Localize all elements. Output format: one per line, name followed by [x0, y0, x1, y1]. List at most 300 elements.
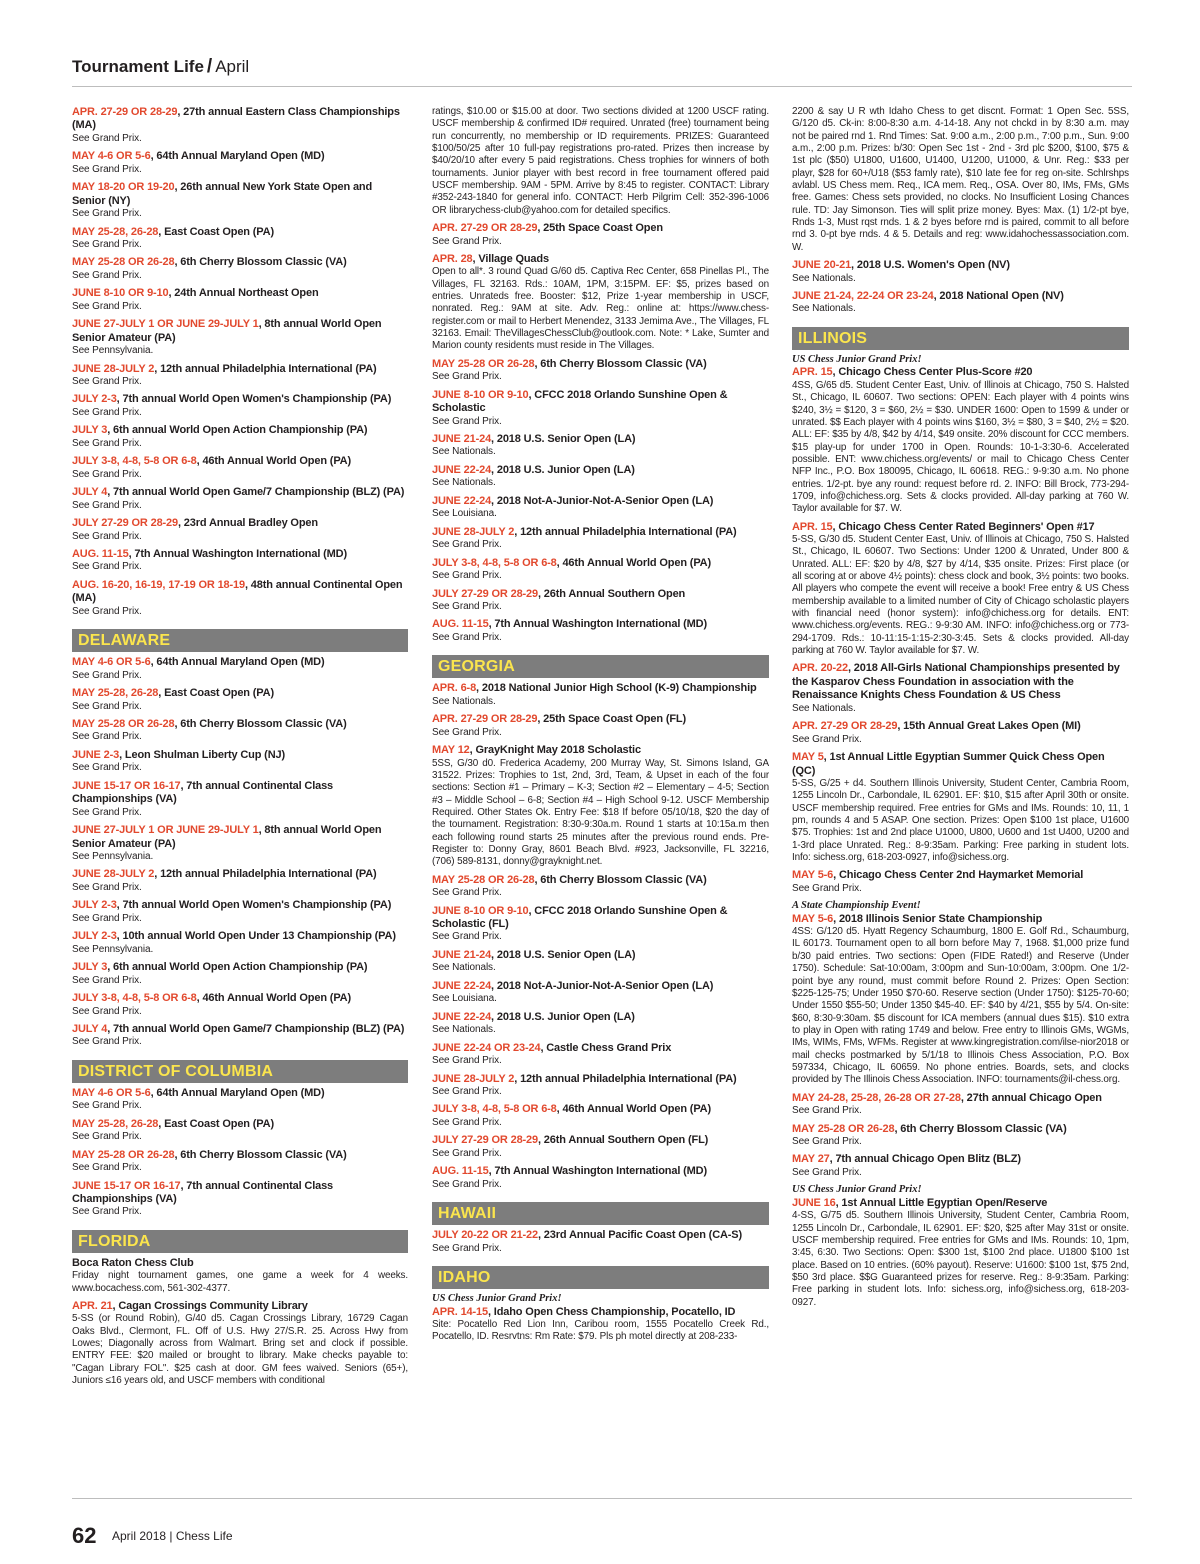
tournament-entry: [72, 899, 408, 925]
entry-name: , East Coast Open (PA): [158, 1117, 274, 1130]
entry-date: APR. 27-29 OR 28-29: [792, 720, 898, 733]
entry-title: [792, 290, 1129, 303]
entry-date: JUNE 21-24: [432, 948, 492, 961]
tournament-entry: [432, 253, 769, 353]
tournament-entry: [72, 1087, 408, 1113]
tournament-entry: [72, 780, 408, 819]
entry-name: , 23rd Annual Pacific Coast Open (CA-S): [538, 1229, 742, 1242]
entry-details: Site: Pocatello Red Lion Inn, Caribou room, 1555 Pocatello Creek Rd., Pocatello, ID. Resrvtns: Rm Rate: $79. Pls ph motel directly at 208-233-: [432, 1318, 769, 1343]
entry-name: , 15th Annual Great Lakes Open (MI): [897, 720, 1081, 733]
entry-name: , 64th Annual Maryland Open (MD): [150, 150, 325, 163]
entry-details: 5-SS, G/30 d5. Student Center East, Univ. of Illinois at Chicago, 750 S. Halsted St., Chicago, IL 60607. Two Sections: Under 1200 & Unrated, Under 800 & Unrated. ALL: EF: $20 by 4/8, $27 by 4/14, $35 onsite. Prizes: First place (or all scoring at or above 4½ points): chess clock and book, 3½ points: two books. All players who compete the event will receive a book! Free entry & US Chess membership available to a limited number of City of Chicago scholastic players with financial need (honor system): info@chichess.org for details. ENT: www.chichess.org/events. REG.: 9-9:30 AM. INFO: info@chichess.org or 773-294-1709. Rds.: 10-11:15-1:15-2:30-3:45. Sets & clocks provided. All-day parking at 760 W. Taylor available for $7. W.: [792, 534, 1129, 657]
entry-title: [72, 579, 408, 606]
entry-title: [432, 1229, 769, 1242]
state-heading: DELAWARE: [72, 629, 408, 652]
entry-title: [72, 749, 408, 762]
issue-label: April 2018 | Chess Life: [112, 1529, 233, 1543]
entry-reference: See Nationals.: [432, 446, 496, 458]
entry-title: [72, 1023, 408, 1036]
tournament-entry: [432, 618, 769, 644]
entry-title: [72, 1118, 408, 1131]
entry-date: JUNE 8-10 OR 9-10: [72, 287, 169, 300]
state-heading: HAWAII: [432, 1202, 769, 1225]
tournament-entry: [72, 548, 408, 574]
entry-name: , 46th Annual World Open (PA): [556, 1103, 711, 1116]
entry-date: MAY 5-6: [792, 869, 834, 882]
entry-title: [432, 433, 769, 446]
entry-date: MAY 25-28 OR 26-28: [72, 256, 175, 269]
entry-date: APR. 28: [432, 253, 473, 265]
column-3: [792, 106, 1129, 1314]
entry-reference: See Nationals.: [432, 1024, 496, 1036]
tournament-entry: [432, 905, 769, 944]
entry-date: JUNE 28-JULY 2: [432, 525, 515, 538]
tournament-entry: [432, 1165, 769, 1191]
entry-reference: See Grand Prix.: [72, 605, 142, 617]
entry-date: JULY 4: [72, 486, 108, 499]
entry-title: [72, 930, 408, 943]
tournament-entry: [432, 949, 769, 975]
entry-reference: See Nationals.: [792, 702, 856, 714]
entry-reference: See Grand Prix.: [72, 499, 142, 511]
entry-title: [792, 913, 1129, 926]
entry-title: [432, 526, 769, 539]
entry-name: , 2018 Not-A-Junior-Not-A-Senior Open (LA): [491, 979, 714, 992]
entry-name: , 7th annual World Open Women's Championship (PA): [116, 899, 392, 912]
entry-reference: See Grand Prix.: [72, 974, 142, 986]
tournament-entry: [72, 226, 408, 252]
entry-title: [792, 751, 1129, 778]
entry-title: [72, 106, 408, 133]
entry-title: [72, 150, 408, 163]
entry-reference: See Grand Prix.: [792, 1135, 862, 1147]
entry-title: [72, 1149, 408, 1162]
entry-title: [72, 961, 408, 974]
entry-date: MAY 25-28 OR 26-28: [792, 1122, 895, 1135]
entry-date: JUNE 22-24: [432, 1010, 492, 1023]
entry-date: MAY 5-6: [792, 912, 834, 925]
entry-date: JUNE 27-JULY 1 OR JUNE 29-JULY 1: [72, 318, 259, 331]
entry-name: , 6th Cherry Blossom Classic (VA): [174, 1148, 347, 1161]
entry-reference: See Grand Prix.: [792, 882, 862, 894]
entry-reference: See Grand Prix.: [72, 238, 142, 250]
tournament-entry: [72, 150, 408, 176]
entry-date: APR. 15: [792, 366, 833, 379]
tournament-entry: [72, 424, 408, 450]
entry-date: JUNE 20-21: [792, 259, 852, 272]
entry-name: , 24th Annual Northeast Open: [168, 287, 319, 300]
entry-title: [72, 718, 408, 731]
tournament-entry: [432, 358, 769, 384]
entry-details: 5SS, G/30 d0. Frederica Academy, 200 Murray Way, St. Simons Island, GA 31522. Prizes: Trophies to 1st, 2nd, 3rd, Team, & Upset in each of the four sections: Section #1 – Primary – K-3; Section #2 – Elementary – 4-5; Section #3 – Middle School – 6-8; Section #4 – High School 9-12. USCF Membership Required. Other States Ok. Entry Fee: $18 If before 05/10/18, $20 the day of the tournament. Registration: 8:30-9:30a.m. Round 1 starts at 10:15a.m then each following round starts 25 minutes after the previous round ends. Pre-Register to: Donny Gray, 8601 Beach Blvd. #923, Jacksonville, FL 32216, (706) 589-8131, donny@grayknight.net.: [432, 757, 769, 868]
column-2: [432, 106, 769, 1349]
entry-title: [72, 548, 408, 561]
entry-reference: See Grand Prix.: [72, 530, 142, 542]
entry-date: APR. 14-15: [432, 1305, 488, 1318]
state-heading: FLORIDA: [72, 1230, 408, 1253]
entry-title: [72, 256, 408, 269]
entry-name: , 6th annual World Open Action Championship (PA): [107, 961, 368, 974]
entry-date: AUG. 16-20, 16-19, 17-19 OR 18-19: [72, 578, 245, 591]
entry-title: [432, 744, 769, 757]
tournament-entry: [72, 1118, 408, 1144]
entry-name: , 48th annual Continental Open (MA): [72, 578, 403, 605]
entry-reference: See Grand Prix.: [432, 931, 502, 943]
entry-date: JUNE 28-JULY 2: [432, 1072, 515, 1085]
entry-name: , 7th Annual Washington International (MD): [488, 1165, 707, 1178]
entry-details: 5-SS (or Round Robin), G/40 d5. Cagan Crossings Library, 16729 Cagan Oaks Blvd., Clermont, FL. Off of U.S. Hwy 27/S.R. 25. Across Hwy from Lowes; Diagonally across from Walmart. Bring set and clock if possible. ENTRY FEE: $20 mailed or brought to library. Make checks payable to: "Cagan Library FOL". $25 cash at door. GM fees waived. Seniors (65+), Juniors ≤16 years old, and USCF members with conditional: [72, 1313, 408, 1387]
entry-details: 4SS, G/65 d5. Student Center East, Univ. of Illinois at Chicago, 750 S. Halsted St., Chicago, IL 60607. Two sections: OPEN: Each player with 4 points wins $240, 3½ = $120, 3 = $60, 2½ = $30. UNDER 1600: Open to 1599 & under or unrated. $$ Each player with 4 points wins $160, 3½ = $80, 3 = $40, 2½ = $20. ALL: EF: $35 by 4/8, $42 by 4/14, $49 onsite. 20% discount for CCC members. $15 play-up for under 1700 in Open. Rounds: 10-1-3:30-6. Accelerated possible. ENT: www.chichess.org/events/ or mail to Chicago Chess Center NFP Inc., P.O. Box 180095, Chicago, IL 60618. REG.: 9-9:30 a.m. No phone entries. 1/2-pt. bye any round: request before rd. 2. INFO: Bill Brock, 773-294-1709, info@chichess.org. Sets & clocks provided. All-day parking at 760 W. Taylor available for $7. W.: [792, 379, 1129, 515]
entry-name: , 12th annual Philadelphia International (PA): [154, 868, 377, 881]
tournament-entry: [792, 521, 1129, 658]
entry-title: [432, 464, 769, 477]
entry-reference: See Grand Prix.: [432, 235, 502, 247]
entry-date: JULY 4: [72, 1023, 108, 1035]
entry-title: [72, 287, 408, 300]
tournament-entry: [432, 682, 769, 708]
tournament-entry: [72, 517, 408, 543]
tournament-entry: [72, 486, 408, 512]
entry-reference: See Grand Prix.: [72, 561, 142, 573]
entry-details: ratings, $10.00 or $15.00 at door. Two sections divided at 1200 USCF rating. USCF membership & confirmed ID# required. Unrated (free) tournament being run concurrently, no membership or ID requirements. PRIZES: Guaranteed $100/50/25 after 10 full-pay registrations pro-rated. Prizes then increase by $40/20/10 after every 5 paid registrations. Chess trophies for winners of both tournaments. Junior player with best record in free tournament offered paid USCF membership. 9AM - 5PM. Arrive by 8:45 to register. CONTACT: Library #352-243-1840 for general info. CONTACT: Herb Pilgrim Cell: 352-396-1006 OR librarychess-club@yahoo.com for detailed specifics.: [432, 106, 769, 216]
grand-prix-note: US Chess Junior Grand Prix!: [792, 353, 922, 365]
entry-details: Friday night tournament games, one game a week for 4 weeks. www.bocachess.com, 561-302-4377.: [72, 1270, 408, 1294]
entry-date: JUNE 2-3: [72, 748, 120, 761]
tournament-entry: [432, 874, 769, 900]
entry-reference: See Grand Prix.: [432, 1178, 502, 1190]
entry-name: , 6th Cherry Blossom Classic (VA): [894, 1122, 1067, 1135]
entry-name: , 7th annual Continental Class Championships (VA): [72, 1179, 334, 1206]
entry-reference: See Grand Prix.: [72, 1100, 142, 1112]
entry-name: , 26th Annual Southern Open: [538, 587, 686, 600]
entry-date: MAY 25-28, 26-28: [72, 225, 159, 238]
entry-details: 4SS: G/120 d5. Hyatt Regency Schaumburg, 1800 E. Golf Rd., Schaumburg, IL 60173. Tournament open to all born before May 7, 1968. $1,000 prize fund b/30 paid entries. Two sections: Open (FIDE Rated!) and Reserve (Under 1750). Schedule: Sat-10:00am, 3:00pm and Sun-10:00am, 3:00pm. One 1/2-point bye any round, must commit before Round 2. Prizes: Open Section: $225-125-75; Under 1950 $70-60. Reserve section (Under 1750): $125-70-60; Under 1550 $55-50; Under 1350 $45-40. EF: $40 by 4/21, $55 by 5/4. On-site: $60, 8:30-9:30am. $5 discount for ICA members (annual dues $15). $10 extra to play in Open with rating 1749 and below. Free entry to Illinois GMs, WGMs, IMs, WIMs, FMs, WFMs. Register at www.kingregistration.com/ilse-nior2018 or mail checks postmarked by 5/1/18 to Illinois Chess Association, P.O. Box 597334, Chicago, IL 60659. No phone entries. Boards, sets, and clocks provided by The Illinois Chess Association. INFO: tournaments@il-chess.org.: [792, 926, 1129, 1086]
section-title: Tournament Life: [72, 57, 204, 76]
entry-date: JULY 3-8, 4-8, 5-8 OR 6-8: [432, 1103, 557, 1116]
page-footer: [72, 1498, 1132, 1548]
entry-date: JULY 3: [72, 961, 108, 974]
entry-name: , 7th annual World Open Game/7 Championship (BLZ) (PA): [107, 1023, 405, 1035]
grand-prix-note: US Chess Junior Grand Prix!: [432, 1293, 562, 1305]
entry-reference: See Grand Prix.: [72, 468, 142, 480]
tournament-entry: [432, 495, 769, 521]
entry-title: [432, 358, 769, 371]
tournament-entry: [72, 318, 408, 357]
entry-date: APR. 27-29 OR 28-29: [432, 713, 538, 726]
entry-reference: See Grand Prix.: [72, 375, 142, 387]
entry-date: APR. 6-8: [432, 682, 477, 695]
entry-reference: See Grand Prix.: [72, 700, 142, 712]
entry-reference: See Nationals.: [432, 695, 496, 707]
entry-reference: See Grand Prix.: [432, 600, 502, 612]
entry-title: [432, 874, 769, 887]
entry-reference: See Grand Prix.: [72, 406, 142, 418]
tournament-entry: [72, 287, 408, 313]
entry-name: , Castle Chess Grand Prix: [540, 1041, 672, 1054]
entry-reference: See Grand Prix.: [72, 1206, 142, 1218]
entry-name: , Village Quads: [472, 253, 549, 265]
entry-date: JUNE 22-24 OR 23-24: [432, 1041, 541, 1054]
entry-reference: See Grand Prix.: [72, 300, 142, 312]
entry-name: , 8th annual World Open Senior Amateur (PA): [72, 824, 382, 850]
entry-name: , East Coast Open (PA): [158, 687, 274, 700]
entry-date: AUG. 11-15: [72, 548, 129, 560]
entry-reference: See Grand Prix.: [792, 733, 862, 745]
entry-name: , Chicago Chess Center Rated Beginners' Open #17: [832, 520, 1095, 533]
tournament-entry: [792, 1197, 1129, 1309]
entry-name: , 25th Space Coast Open (FL): [537, 713, 686, 726]
entry-title: [72, 868, 408, 881]
entry-date: MAY 18-20 OR 19-20: [72, 181, 175, 194]
tournament-entry: [432, 1011, 769, 1037]
tournament-entry: [432, 713, 769, 739]
tournament-entry: [72, 1300, 408, 1387]
entry-date: JUNE 15-17 OR 16-17: [72, 1179, 181, 1192]
entry-name: , 12th annual Philadelphia International (PA): [514, 1072, 737, 1085]
entry-date: APR. 20-22: [792, 662, 848, 675]
state-heading: IDAHO: [432, 1266, 769, 1289]
header-slash: /: [206, 56, 213, 77]
tournament-entry: [72, 992, 408, 1018]
tournament-entry: [432, 433, 769, 459]
entry-title: [72, 656, 408, 669]
entry-title: [432, 905, 769, 932]
tournament-entry: [72, 824, 408, 863]
entry-name: , 7th Annual Washington International (MD): [128, 548, 347, 560]
tournament-entry: [72, 181, 408, 220]
entry-reference: See Grand Prix.: [72, 881, 142, 893]
tournament-entry: [432, 588, 769, 614]
entry-name: , 2018 U.S. Women's Open (NV): [851, 259, 1010, 272]
entry-date: JUNE 22-24: [432, 979, 492, 992]
tournament-entry: [72, 961, 408, 987]
grand-prix-note: US Chess Junior Grand Prix!: [792, 1184, 922, 1196]
tournament-entry: [792, 259, 1129, 285]
entry-title: [432, 495, 769, 508]
entry-title: [432, 1306, 769, 1319]
entry-reference: See Nationals.: [432, 962, 496, 974]
entry-reference: See Pennsylvania.: [72, 345, 154, 357]
tournament-entry: [792, 1092, 1129, 1118]
entry-reference: See Grand Prix.: [72, 1036, 142, 1048]
tournament-entry: [792, 290, 1129, 316]
tournament-entry: [792, 1123, 1129, 1149]
entry-name: , 7th annual Continental Class Championships (VA): [72, 779, 334, 806]
entry-title: [72, 393, 408, 406]
entry-name: , 27th annual Chicago Open: [960, 1091, 1102, 1104]
tournament-entry: [72, 749, 408, 775]
entry-reference: See Grand Prix.: [72, 208, 142, 220]
entry-name: , East Coast Open (PA): [158, 225, 274, 238]
entry-title: [72, 780, 408, 807]
tournament-entry: [432, 980, 769, 1006]
entry-name: , 2018 Not-A-Junior-Not-A-Senior Open (LA): [491, 494, 714, 507]
entry-date: MAY 25-28, 26-28: [72, 687, 159, 700]
entry-title: [72, 1087, 408, 1100]
entry-title: [72, 181, 408, 208]
entry-reference: See Nationals.: [432, 477, 496, 489]
entry-date: JULY 27-29 OR 28-29: [432, 587, 538, 600]
state-heading: ILLINOIS: [792, 327, 1129, 350]
entry-name: , 7th annual Chicago Open Blitz (BLZ): [829, 1153, 1021, 1166]
entry-date: JUNE 22-24: [432, 463, 492, 476]
tournament-entry: [792, 751, 1129, 864]
tournament-entry: [432, 222, 769, 248]
entry-date: APR. 27-29 OR 28-29: [72, 106, 178, 118]
entry-name: , 46th Annual World Open (PA): [556, 556, 711, 569]
entry-reference: See Louisiana.: [432, 508, 497, 520]
tournament-entry: [72, 256, 408, 282]
entry-date: MAY 25-28 OR 26-28: [432, 873, 535, 886]
tournament-entry: [72, 656, 408, 682]
entry-reference: See Grand Prix.: [72, 163, 142, 175]
entry-date: MAY 25-28 OR 26-28: [72, 1148, 175, 1161]
entry-title: [72, 899, 408, 912]
entry-date: JULY 27-29 OR 28-29: [72, 517, 178, 530]
entry-title: [72, 687, 408, 700]
entry-name: , 7th annual World Open Women's Championship (PA): [116, 393, 392, 406]
entry-name: , 12th annual Philadelphia International (PA): [514, 525, 737, 538]
entry-title: [792, 1092, 1129, 1105]
entry-name: , 25th Space Coast Open: [537, 222, 663, 235]
entry-name: , 1st Annual Little Egyptian Open/Reserve: [835, 1196, 1048, 1209]
tournament-entry: [72, 455, 408, 481]
entry-name: , 26th Annual Southern Open (FL): [538, 1134, 709, 1147]
entry-title: [432, 682, 769, 695]
header-month: April: [215, 57, 250, 76]
entry-name: , Cagan Crossings Community Library: [112, 1300, 308, 1313]
entry-title: [72, 992, 408, 1005]
entry-reference: See Grand Prix.: [72, 762, 142, 774]
column-1: [72, 106, 408, 1393]
entry-title: [72, 455, 408, 468]
entry-name: , 1st Annual Little Egyptian Summer Quick Chess Open (QC): [792, 751, 1105, 777]
tournament-entry: [72, 363, 408, 389]
tournament-entry: [792, 366, 1129, 515]
tournament-entry: [792, 869, 1129, 895]
entry-date: JUNE 8-10 OR 9-10: [432, 388, 529, 401]
entry-name: , 8th annual World Open Senior Amateur (PA): [72, 318, 382, 344]
entry-name: , CFCC 2018 Orlando Sunshine Open & Scholastic (FL): [432, 904, 728, 930]
entry-date: MAY 24-28, 25-28, 26-28 OR 27-28: [792, 1091, 961, 1104]
entry-title: [72, 1180, 408, 1207]
entry-title: [72, 318, 408, 345]
entry-title: [432, 1103, 769, 1116]
entry-details: 2200 & say U R wth Idaho Chess to get discnt. Format: 1 Open Sec. 5SS, G/120 d5. Ck-in: 8:00-8:30 a.m. 4-14-18. Any not chckd in by 8:30 a.m. may not be paired rnd 1. Rnd Times: Sat. 9:00 a.m., 2:00 p.m., 7:00 p.m., Sun. 9:00 a.m., 2:00 p.m. Prizes: b/30: Open Sec 1st - 2nd - 3rd plc $200, $100, $75 & 1st plc ($50) U1800, U1600, U1400, U1200, U1000, & Unr. Reg.: $33 per playr, $28 for 60+/U18 ($53 famly rate), $10 late fee for reg on-site. Schlrshps avlabl. US Chess mem. Req., ICA mem. Req., OSA. Over 80, IMs, FMs, GMs free. Games: Chess sets provided, no clocks. No Insufficient Losing Chances rule. TD: Jay Simonson. Ties will split prize money. Byes: Max. (1) 1/2-pt bye, Rnds 1-3, Must rqst rnds. 1 & 2 byes before rnd is paired, commit to all before rnd 3. 0-pt bye rnds. 4 & 5. Details and reg: www.idahochessassociation.com. W.: [792, 106, 1129, 253]
tournament-entry: [792, 720, 1129, 746]
entry-title: [792, 366, 1129, 379]
entry-name: , 2018 Illinois Senior State Championship: [833, 912, 1043, 925]
entry-date: MAY 4-6 OR 5-6: [72, 656, 151, 669]
entry-title: [792, 1123, 1129, 1136]
entry-title: [792, 259, 1129, 272]
entry-date: JULY 3: [72, 424, 108, 437]
tournament-entry: [72, 1023, 408, 1049]
tournament-entry: [432, 1073, 769, 1099]
entry-reference: See Grand Prix.: [792, 1166, 862, 1178]
entry-name: , Chicago Chess Center Plus-Score #20: [832, 366, 1033, 379]
entry-title: [432, 713, 769, 726]
entry-date: JUNE 15-17 OR 16-17: [72, 779, 181, 792]
entry-date: JULY 3-8, 4-8, 5-8 OR 6-8: [72, 992, 197, 1005]
grand-prix-note: A State Championship Event!: [792, 900, 921, 912]
entry-name: , 6th annual World Open Action Championship (PA): [107, 424, 368, 437]
entry-date: JULY 2-3: [72, 930, 117, 943]
entry-reference: See Grand Prix.: [72, 669, 142, 681]
entry-title: [432, 1073, 769, 1086]
tournament-entry: [432, 1134, 769, 1160]
tournament-entry: [72, 718, 408, 744]
entry-details: 5-SS, G/25 + d4. Southern Illinois University, Student Center, Cambria Room, 1255 Lincoln Dr., Carbondale, IL 62901. EF: $10, $15 after April 30th or onsite. USCF membership required. Free entries for GMs and IMs. Rounds: 10, 11, 1 pm, rounds 4 and 5 ASAP. One section. Prizes: Open $100 1st place, U1600 $75. Trophies: 1st and 2nd place U1000, U800, U600 and 1st U400, U200 and 1-3rd place Unrated. Reg.: 8-9:35am. Parking: Free parking in student lots. Info: sichess.org, 618-203-0927, info@sichess.org.: [792, 777, 1129, 863]
entry-name: , 7th annual World Open Game/7 Championship (BLZ) (PA): [107, 486, 405, 499]
entry-reference: See Grand Prix.: [432, 726, 502, 738]
entry-name: , 26th annual New York State Open and Senior (NY): [72, 181, 373, 207]
entry-reference: See Grand Prix.: [72, 806, 142, 818]
entry-reference: See Grand Prix.: [432, 887, 502, 899]
entry-reference: See Nationals.: [792, 272, 856, 284]
entry-details: Open to all*. 3 round Quad G/60 d5. Captiva Rec Center, 658 Pinellas Pl., The Villages, FL 32163. Rds.: 10AM, 1PM, 3:15PM. EF: $5, prizes based on entries. Unrateds free. Booster: $12, Prize 1-year membership in USCF, nonrated. Reg.: 9AM at site. Adv. Reg.: online at: https://www.chess-register.com or mail to Herbert Menendez, 3133 Jemima Ave., The Villages, FL 32163. Email: TheVillagesChessClub@outlook.com. Note: * Lake, Sumter and Marion county residents must reside in The Villages.: [432, 266, 769, 352]
entry-title: [432, 980, 769, 993]
entry-title: [72, 1300, 408, 1313]
entry-date: JUNE 22-24: [432, 494, 492, 507]
entry-reference: See Grand Prix.: [72, 1005, 142, 1017]
entry-name: , 46th Annual World Open (PA): [196, 992, 351, 1005]
entry-date: JUNE 21-24, 22-24 OR 23-24: [792, 290, 934, 303]
entry-title: [432, 618, 769, 631]
entry-name: , Chicago Chess Center 2nd Haymarket Memorial: [833, 869, 1084, 882]
entry-reference: See Grand Prix.: [432, 371, 502, 383]
entry-date: JUNE 28-JULY 2: [72, 868, 155, 881]
tournament-entry: [432, 1306, 769, 1344]
entry-reference: See Grand Prix.: [432, 570, 502, 582]
entry-title: [72, 424, 408, 437]
entry-reference: See Grand Prix.: [432, 539, 502, 551]
entry-name: , 2018 National Junior High School (K-9) Championship: [476, 682, 757, 695]
tournament-entry: [432, 1103, 769, 1129]
entry-date: APR. 15: [792, 520, 833, 533]
entry-name: , 6th Cherry Blossom Classic (VA): [534, 873, 707, 886]
entry-name: , 6th Cherry Blossom Classic (VA): [174, 718, 347, 731]
entry-date: MAY 25-28, 26-28: [72, 1117, 159, 1130]
entry-name: , 2018 U.S. Junior Open (LA): [491, 1010, 635, 1023]
entry-title: [792, 1197, 1129, 1210]
entry-name: , 64th Annual Maryland Open (MD): [150, 1086, 325, 1099]
entry-name: , 2018 National Open (NV): [933, 290, 1064, 303]
entry-name: , CFCC 2018 Orlando Sunshine Open & Scholastic: [432, 388, 728, 415]
entry-title: [72, 824, 408, 851]
entry-name: , Leon Shulman Liberty Cup (NJ): [119, 748, 285, 761]
tournament-entry: [72, 687, 408, 713]
tournament-entry: [72, 1257, 408, 1295]
entry-name: , 46th Annual World Open (PA): [196, 455, 351, 468]
entry-date: JULY 3-8, 4-8, 5-8 OR 6-8: [432, 556, 557, 569]
entry-date: JULY 2-3: [72, 899, 117, 912]
entry-reference: See Grand Prix.: [432, 1055, 502, 1067]
entry-name: Boca Raton Chess Club: [72, 1256, 194, 1269]
tournament-entry: [72, 1149, 408, 1175]
tournament-entry: [432, 1042, 769, 1068]
entry-reference: See Grand Prix.: [72, 731, 142, 743]
entry-title: [72, 486, 408, 499]
entry-title: [432, 1011, 769, 1024]
entry-date: JULY 27-29 OR 28-29: [432, 1134, 538, 1147]
entry-reference: See Grand Prix.: [432, 1116, 502, 1128]
entry-title: [792, 662, 1129, 702]
entry-reference: See Pennsylvania.: [72, 943, 154, 955]
entry-title: [72, 363, 408, 376]
entry-reference: See Grand Prix.: [432, 631, 502, 643]
tournament-entry: [432, 744, 769, 869]
